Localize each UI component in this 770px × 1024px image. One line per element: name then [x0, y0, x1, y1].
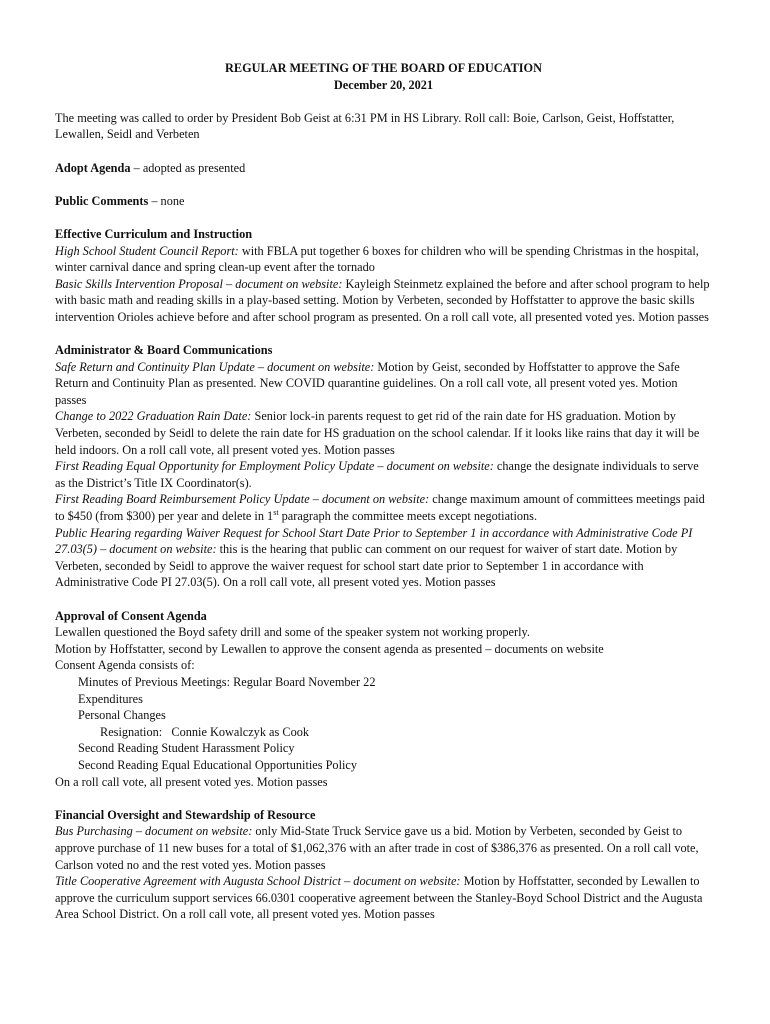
admin-heading: Administrator & Board Communications	[55, 343, 273, 358]
adopt-agenda-paragraph	[55, 160, 712, 177]
admin-item	[55, 458, 712, 491]
adopt-agenda-label: Adopt Agenda	[55, 160, 131, 175]
document-title: REGULAR MEETING OF THE BOARD OF EDUCATION	[224, 61, 543, 75]
item-lead: Basic Skills Intervention Proposal – document on website:	[55, 276, 343, 291]
item-text: this is the hearing that public can comment on our request for waiver of start date. Motion by Verbeten, seconded by Seidl to approve the waiver request for school start date prior to September 1 in accordance with Administrative Code PI 27.03(5). On a roll call vote, all present voted yes. Motion passes	[55, 542, 678, 590]
consent-list-item: Second Reading Equal Educational Opportunities Policy	[78, 757, 358, 772]
consent-vote: On a roll call vote, all present voted yes. Motion passes	[55, 774, 328, 789]
item-text: Senior lock-in parents request to get rid of the rain date for HS graduation. Motion by Verbeten, seconded by Seidl to delete the rain date for HS graduation on the school calendar. If it looks like rains that day it will be held indoors. On a roll call vote, all present voted yes. Motion passes	[55, 409, 700, 457]
item-lead: Safe Return and Continuity Plan Update – document on website:	[55, 359, 375, 374]
item-lead: Bus Purchasing – document on website:	[55, 824, 253, 839]
item-lead: Change to 2022 Graduation Rain Date:	[55, 409, 252, 424]
public-comments-label: Public Comments	[55, 193, 149, 208]
financial-heading: Financial Oversight and Stewardship of Resource	[55, 807, 316, 822]
ordinal-suffix: st	[273, 507, 279, 517]
adopt-agenda-text: – adopted as presented	[130, 160, 246, 175]
item-text: paragraph the committee meets except negotiations.	[278, 509, 538, 524]
item-text: change the designate individuals to serve as the District’s Title IX Coordinator(s).	[55, 459, 699, 490]
item-lead: Title Cooperative Agreement with Augusta School District – document on website:	[55, 874, 461, 889]
consent-list-item: Personal Changes	[78, 708, 166, 723]
public-comments-text: – none	[148, 193, 185, 208]
item-text: Motion by Geist, seconded by Hoffstatter to approve the Safe Return and Continuity Plan as presented. New COVID quarantine guidelines. On a roll call vote, all present voted yes. Motion passes	[55, 359, 680, 407]
opening-paragraph: The meeting was called to order by President Bob Geist at 6:31 PM in HS Library. Roll call: Boie, Carlson, Geist, Hoffstatter, Lewallen, Seidl and Verbeten	[55, 110, 675, 142]
consent-list-item: Second Reading Student Harassment Policy	[78, 741, 295, 756]
item-text: only Mid-State Truck Service gave us a bid. Motion by Verbeten, seconded by Geist to approve purchase of 11 new buses for a total of $1,062,376 with an after trade in cost of $386,376 as presented. On a roll call vote, Carlson voted no and the rest voted yes. Motion passes	[55, 824, 699, 872]
consent-list-item: Minutes of Previous Meetings: Regular Board November 22	[78, 674, 376, 689]
financial-item	[55, 823, 712, 873]
consent-heading: Approval of Consent Agenda	[55, 608, 207, 623]
item-text: with FBLA put together 6 boxes for children who will be spending Christmas in the hospital, winter carnival dance and spring clean-up event after the tornado	[55, 243, 699, 275]
financial-item	[55, 873, 712, 923]
admin-item	[55, 408, 712, 458]
consent-line: Lewallen questioned the Boyd safety drill and some of the speaker system not working properly.	[55, 625, 530, 640]
admin-item	[55, 525, 712, 591]
curriculum-item	[55, 276, 712, 326]
item-lead: First Reading Equal Opportunity for Employment Policy Update – document on website:	[55, 459, 494, 474]
admin-item	[55, 359, 712, 409]
item-text: change maximum amount of committees meetings paid to $450 (from $300) per year and delete in 1	[55, 492, 705, 524]
consent-list-item: Expenditures	[78, 691, 143, 706]
item-lead: High School Student Council Report:	[55, 243, 239, 258]
meeting-date: December 20, 2021	[333, 77, 434, 92]
public-comments-paragraph	[55, 193, 712, 210]
item-text: Motion by Hoffstatter, seconded by Lewallen to approve the curriculum support services 66.0301 cooperative agreement between the Stanley-Boyd School District and the Augusta Area School District. On a roll call vote, all present voted yes. Motion passes	[55, 874, 703, 922]
consent-line: Consent Agenda consists of:	[55, 658, 195, 673]
curriculum-heading: Effective Curriculum and Instruction	[55, 226, 253, 241]
admin-item	[55, 491, 712, 524]
item-lead: Public Hearing regarding Waiver Request for School Start Date Prior to September 1 in accordance with Administrative Code PI 27.03(5) – document on website:	[55, 525, 693, 557]
item-text: Kayleigh Steinmetz explained the before and after school program to help with basic math and reading skills in a play-based setting. Motion by Verbeten, seconded by Hoffstatter to approve the basic skills intervention Orioles achieve before and after school program as presented. On a roll call vote, all presented voted yes. Motion passes	[55, 276, 710, 324]
item-lead: First Reading Board Reimbursement Policy Update – document on website:	[55, 492, 430, 507]
consent-line: Motion by Hoffstatter, second by Lewallen to approve the consent agenda as presented – documents on website	[55, 641, 604, 656]
curriculum-item	[55, 243, 712, 276]
consent-sublist-item: Resignation: Connie Kowalczyk as Cook	[100, 724, 310, 739]
